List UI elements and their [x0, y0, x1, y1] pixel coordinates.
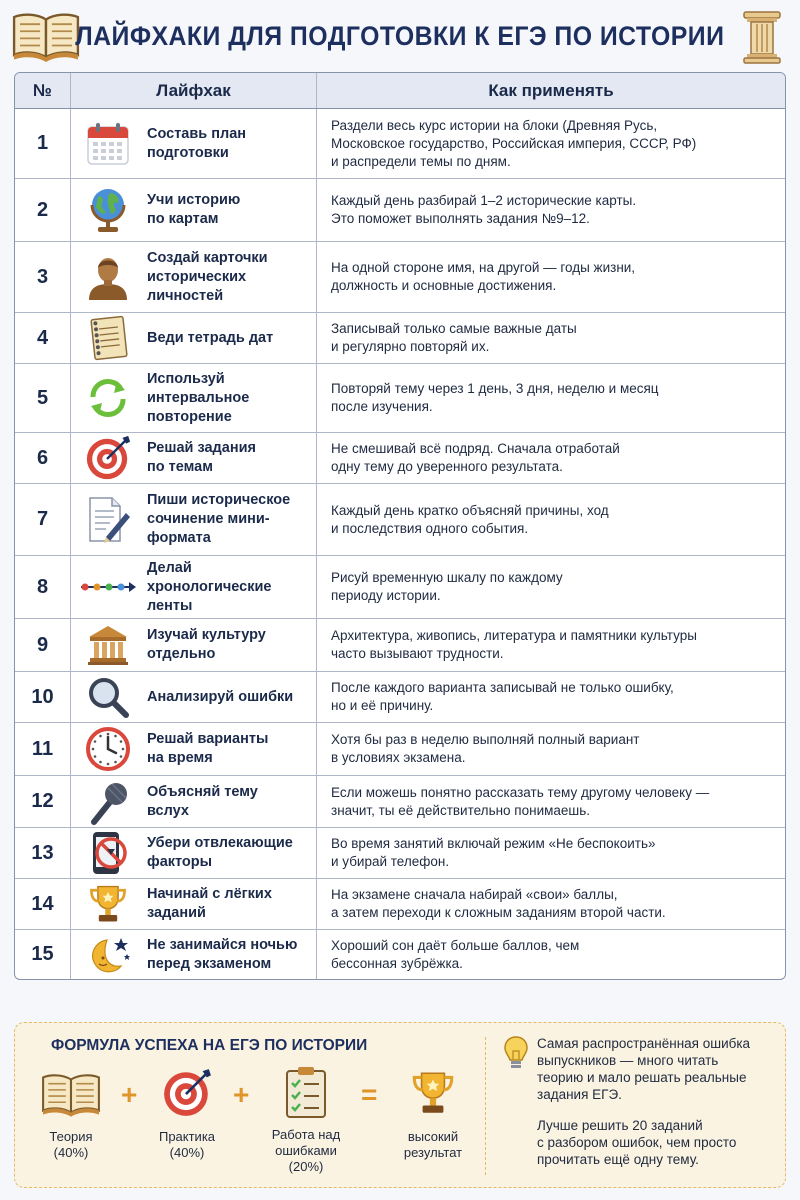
hack-description: Если можешь понятно рассказать тему другому человеку — значит, ты её действительно понимаешь.	[331, 784, 710, 818]
formula-item-mistakes	[261, 1065, 351, 1175]
table-row	[15, 879, 785, 930]
hack-description: Архитектура, живопись, литература и памятники культуры часто вызывают трудности.	[331, 628, 697, 661]
lifehacks-table	[14, 72, 786, 980]
notebook-icon	[79, 313, 137, 363]
formula-item-practice	[147, 1067, 227, 1161]
table-row	[15, 619, 785, 672]
microphone-icon	[79, 777, 137, 827]
formula-item-label: Теория (40%)	[49, 1129, 93, 1160]
row-number: 2	[15, 179, 71, 241]
formula-item-theory	[31, 1071, 111, 1161]
timeline-icon	[79, 562, 137, 612]
formula-title: ФОРМУЛА УСПЕХА НА ЕГЭ ПО ИСТОРИИ	[51, 1037, 368, 1054]
document-pen-icon	[79, 495, 137, 545]
person-bust-icon	[79, 252, 137, 302]
row-number: 3	[15, 242, 71, 312]
row-number: 9	[15, 619, 71, 671]
hack-description: Повторяй тему через 1 день, 3 дня, неделю и месяц после изучения.	[331, 381, 659, 414]
table-row	[15, 242, 785, 313]
target-icon	[79, 433, 137, 483]
row-hack	[71, 242, 317, 312]
table-row	[15, 556, 785, 619]
hack-title: Веди тетрадь дат	[147, 329, 274, 346]
target-icon	[161, 1067, 213, 1119]
row-number: 5	[15, 364, 71, 432]
formula-item-result	[393, 1067, 473, 1161]
table-row	[15, 313, 785, 364]
hack-description: Во время занятий включай режим «Не беспокоить» и убирай телефон.	[331, 836, 656, 869]
clock-icon	[79, 724, 137, 774]
row-hack	[71, 109, 317, 178]
table-row	[15, 484, 785, 556]
row-hack	[71, 776, 317, 827]
hack-description: На экзамене сначала набирай «свои» баллы, а затем переходи к сложным заданиям второй части.	[331, 887, 666, 920]
header-hack: Лайфхак	[71, 73, 317, 108]
formula-item-label: Практика (40%)	[158, 1129, 216, 1160]
hack-title: Делай хронологические ленты	[147, 559, 272, 614]
row-number: 10	[15, 672, 71, 722]
row-hack	[71, 723, 317, 775]
formula-divider	[485, 1037, 486, 1175]
table-row	[15, 364, 785, 433]
page-header	[0, 0, 800, 72]
hack-title: Убери отвлекающие факторы	[147, 835, 293, 870]
calendar-icon	[79, 119, 137, 169]
row-number: 6	[15, 433, 71, 483]
hack-title: Учи историю по картам	[147, 192, 241, 227]
table-row	[15, 828, 785, 879]
table-row	[15, 672, 785, 723]
hack-title: Используй интервальное повторение	[147, 370, 250, 425]
hack-description: Каждый день разбирай 1–2 исторические карты. Это поможет выполнять задания №9–12.	[331, 193, 637, 226]
table-row	[15, 179, 785, 242]
hack-title: Объясняй тему вслух	[147, 783, 258, 819]
museum-icon	[79, 620, 137, 670]
moon-stars-icon	[79, 930, 137, 980]
table-header	[15, 73, 785, 109]
row-number: 11	[15, 723, 71, 775]
hack-title: Пиши историческое сочинение мини- формата	[147, 492, 291, 546]
hack-description: Хороший сон даёт больше баллов, чем бессонная зубрёжка.	[331, 937, 580, 971]
hack-title: Решай варианты на время	[147, 731, 269, 766]
row-number: 7	[15, 484, 71, 555]
checklist-icon	[283, 1065, 329, 1119]
row-number: 1	[15, 109, 71, 178]
tip-solve-more: Лучше решить 20 заданий с разбором ошибок, чем просто прочитать ещё одну тему.	[537, 1118, 737, 1167]
table-row	[15, 433, 785, 484]
tip-common-mistake: Самая распространённая ошибка выпускников — много читать теорию и мало решать реальные задания ЕГЭ.	[537, 1036, 751, 1102]
book-icon	[40, 1071, 102, 1117]
row-hack	[71, 179, 317, 241]
equals-sign: =	[361, 1079, 378, 1110]
plus-sign: +	[121, 1079, 138, 1110]
globe-icon	[79, 185, 137, 235]
hack-title: Решай задания по темам	[147, 440, 256, 475]
hack-description: Хотя бы раз в неделю выполняй полный вариант в условиях экзамена.	[331, 732, 640, 765]
row-number: 8	[15, 556, 71, 618]
row-hack	[71, 828, 317, 878]
hack-description: На одной стороне имя, на другой — годы жизни, должность и основные достижения.	[331, 260, 636, 293]
header-how: Как применять	[488, 80, 614, 100]
repeat-arrows-icon	[79, 373, 137, 423]
success-formula-panel	[14, 1022, 786, 1188]
row-hack	[71, 484, 317, 555]
row-number: 13	[15, 828, 71, 878]
row-hack	[71, 433, 317, 483]
row-hack	[71, 619, 317, 671]
lightbulb-icon	[503, 1035, 529, 1071]
hack-description: Раздели весь курс истории на блоки (Древняя Русь, Московское государство, Российская империя, СССР, РФ) и распредели темы по дням.	[331, 117, 697, 169]
row-hack	[71, 556, 317, 618]
hack-title: Начинай с лёгких заданий	[147, 886, 272, 921]
page-title: ЛАЙФХАКИ ДЛЯ ПОДГОТОВКИ К ЕГЭ ПО ИСТОРИИ	[75, 20, 725, 51]
table-row	[15, 776, 785, 828]
hack-description: Записывай только самые важные даты и регулярно повторяй их.	[331, 321, 577, 354]
table-row	[15, 723, 785, 776]
column-icon	[742, 10, 782, 64]
hack-description: Не смешивай всё подряд. Сначала отработай одну тему до уверенного результата.	[331, 441, 620, 474]
row-hack	[71, 672, 317, 722]
row-hack	[71, 364, 317, 432]
magnifier-icon	[79, 672, 137, 722]
formula-item-label: высокий результат	[403, 1129, 463, 1160]
row-number: 4	[15, 313, 71, 363]
hack-title: Изучай культуру отдельно	[147, 627, 266, 662]
row-number: 14	[15, 879, 71, 929]
table-row	[15, 109, 785, 179]
trophy-icon	[407, 1067, 459, 1119]
row-hack	[71, 930, 317, 979]
row-hack	[71, 879, 317, 929]
trophy-icon	[79, 879, 137, 929]
hack-description: После каждого варианта записывай не только ошибку, но и её причину.	[331, 680, 674, 713]
table-row	[15, 930, 785, 979]
hack-title: Анализируй ошибки	[147, 688, 294, 705]
phone-off-icon	[79, 828, 137, 878]
table-body	[15, 109, 785, 979]
plus-sign: +	[233, 1079, 250, 1110]
hack-title: Составь план подготовки	[147, 125, 247, 161]
row-number: 12	[15, 776, 71, 827]
open-book-icon	[10, 10, 82, 62]
hack-description: Каждый день кратко объясняй причины, ход и последствия одного события.	[331, 502, 609, 536]
row-number: 15	[15, 930, 71, 979]
row-hack	[71, 313, 317, 363]
formula-item-label: Работа над ошибками (20%)	[271, 1127, 341, 1174]
hack-title: Не занимайся ночью перед экзаменом	[147, 936, 298, 972]
hack-description: Рисуй временную шкалу по каждому периоду истории.	[331, 570, 563, 603]
header-num: №	[15, 73, 71, 108]
hack-title: Создай карточки исторических личностей	[147, 249, 268, 304]
